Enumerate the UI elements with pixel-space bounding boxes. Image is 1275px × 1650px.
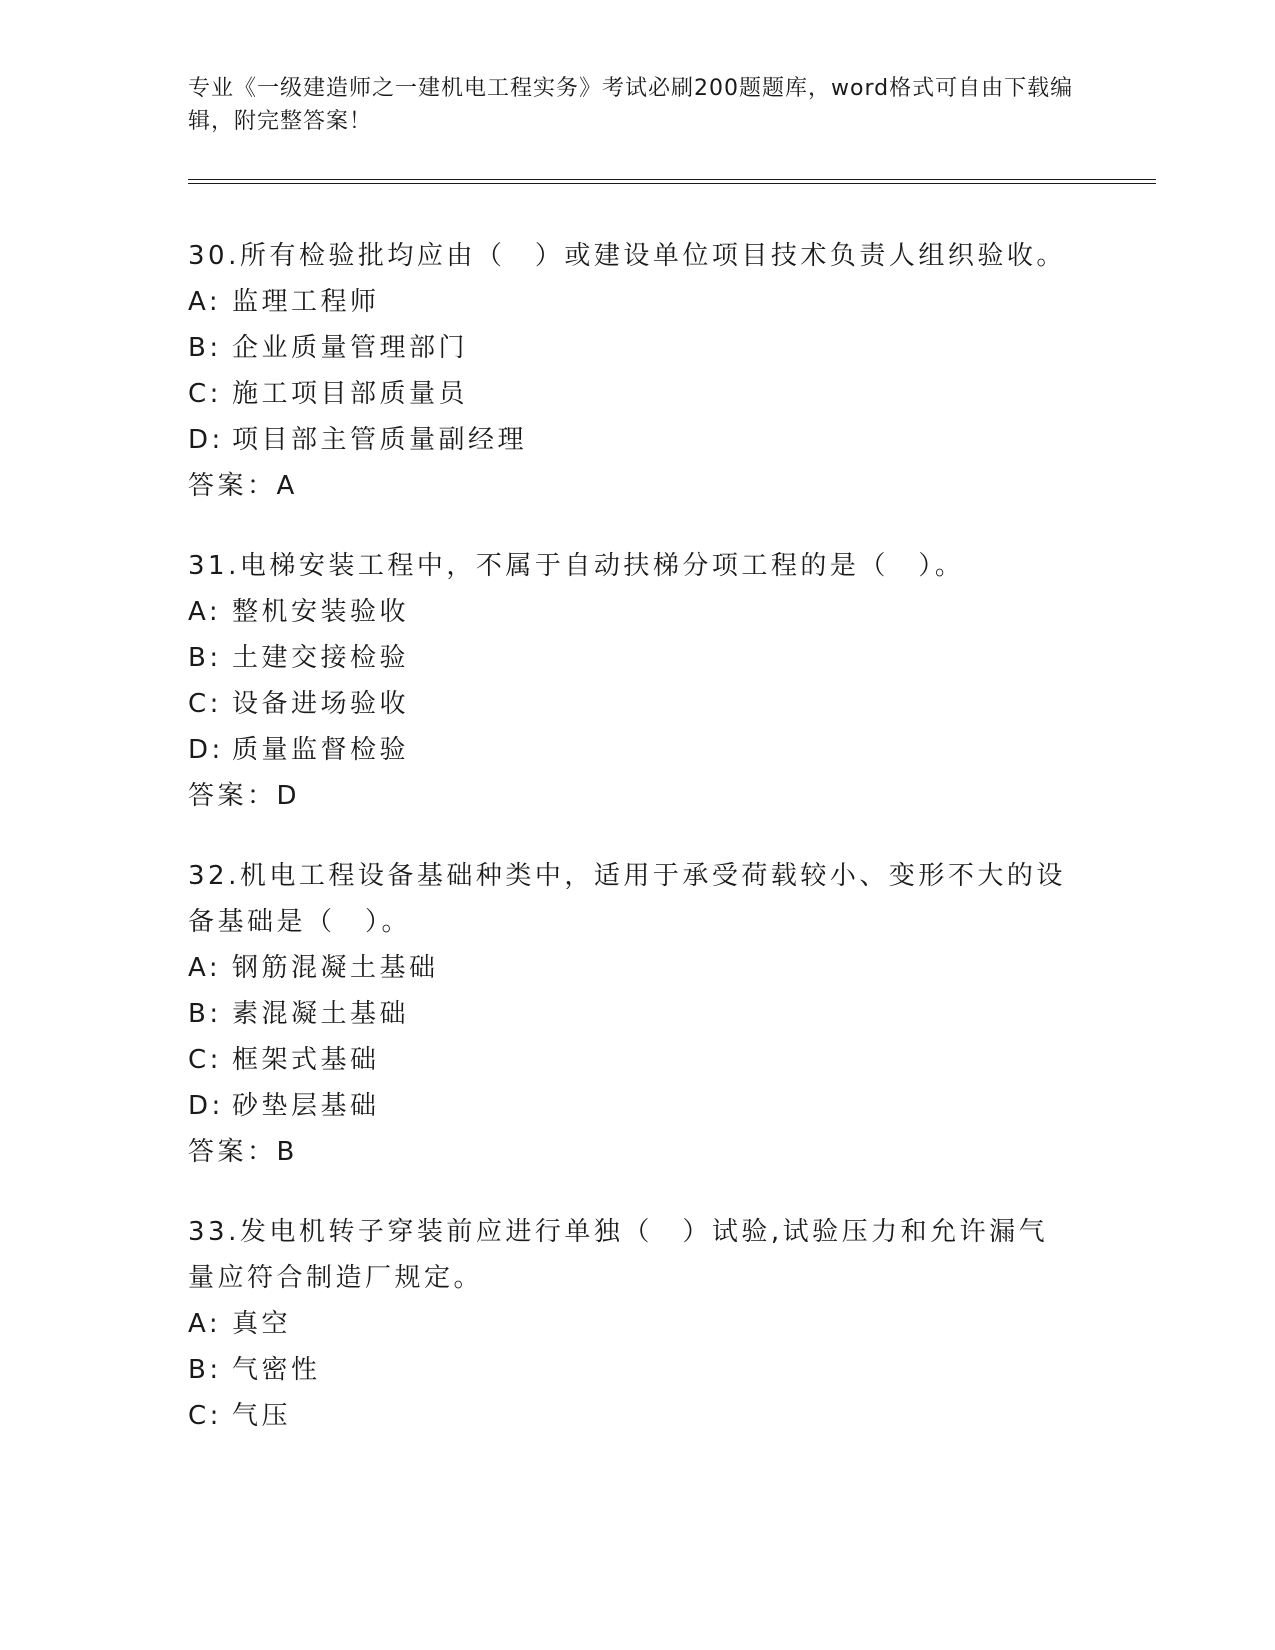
option-text: 框架式基础 <box>232 1045 380 1075</box>
option-b <box>188 635 1088 681</box>
option-key: C: <box>188 379 222 409</box>
option-c <box>188 681 1088 727</box>
answer-line: 答案：B <box>188 1137 298 1167</box>
option-key: C: <box>188 1045 222 1075</box>
option-key: A: <box>188 597 222 627</box>
document-header: 专业《一级建造师之一建机电工程实务》考试必刷200题题库，word格式可自由下载编辑，附完整答案！ <box>188 76 1074 134</box>
option-c <box>188 1393 1088 1439</box>
option-text: 项目部主管质量副经理 <box>232 425 528 455</box>
question-stem: 31.电梯安装工程中，不属于自动扶梯分项工程的是（ ）。 <box>188 551 965 581</box>
option-key: A: <box>188 287 222 317</box>
option-text: 施工项目部质量员 <box>232 379 469 409</box>
option-key: C: <box>188 1401 222 1431</box>
option-key: C: <box>188 689 222 719</box>
option-text: 质量监督检验 <box>232 735 410 765</box>
option-text: 气压 <box>232 1401 292 1431</box>
option-b <box>188 325 1088 371</box>
question-stem: 32.机电工程设备基础种类中，适用于承受荷载较小、变形不大的设备基础是（ ）。 <box>188 861 1066 937</box>
option-key: B: <box>188 643 222 673</box>
option-text: 气密性 <box>232 1355 321 1385</box>
option-key: D: <box>188 425 224 455</box>
option-key: D: <box>188 1091 224 1121</box>
answer-line: 答案：D <box>188 781 301 811</box>
question-stem: 33.发电机转子穿装前应进行单独（ ）试验,试验压力和允许漏气量应符合制造厂规定。 <box>188 1217 1049 1293</box>
option-key: A: <box>188 1309 222 1339</box>
option-a <box>188 279 1088 325</box>
option-d <box>188 1083 1088 1129</box>
option-text: 企业质量管理部门 <box>232 333 469 363</box>
option-key: B: <box>188 999 222 1029</box>
option-text: 土建交接检验 <box>232 643 410 673</box>
option-a <box>188 589 1088 635</box>
option-key: B: <box>188 1355 222 1385</box>
option-b <box>188 991 1088 1037</box>
option-d <box>188 727 1088 773</box>
option-key: D: <box>188 735 224 765</box>
option-text: 钢筋混凝土基础 <box>232 953 439 983</box>
option-b <box>188 1347 1088 1393</box>
option-text: 真空 <box>232 1309 292 1339</box>
option-text: 整机安装验收 <box>232 597 410 627</box>
option-text: 监理工程师 <box>232 287 380 317</box>
question-32 <box>188 853 1088 1175</box>
option-text: 素混凝土基础 <box>232 999 410 1029</box>
question-31 <box>188 543 1088 819</box>
question-33 <box>188 1209 1088 1439</box>
option-c <box>188 371 1088 417</box>
question-list <box>188 233 1088 1473</box>
header-divider-top <box>188 179 1156 180</box>
option-text: 砂垫层基础 <box>232 1091 380 1121</box>
option-key: B: <box>188 333 222 363</box>
answer-line: 答案：A <box>188 471 298 501</box>
option-d <box>188 417 1088 463</box>
option-a <box>188 945 1088 991</box>
option-a <box>188 1301 1088 1347</box>
question-stem: 30.所有检验批均应由（ ）或建设单位项目技术负责人组织验收。 <box>188 241 1066 271</box>
header-divider-bottom <box>188 183 1156 184</box>
option-key: A: <box>188 953 222 983</box>
option-text: 设备进场验收 <box>232 689 410 719</box>
question-30 <box>188 233 1088 509</box>
option-c <box>188 1037 1088 1083</box>
